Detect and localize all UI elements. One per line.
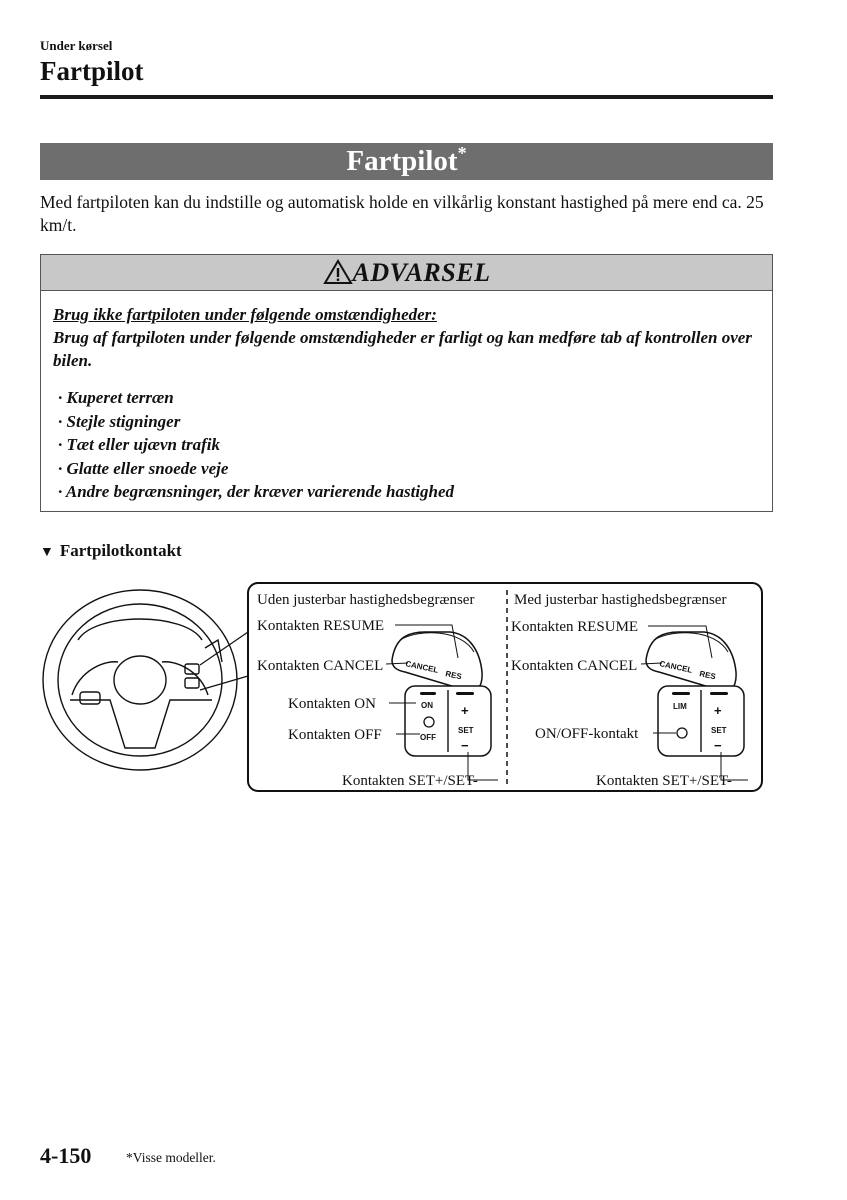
- right-onoff-label: ON/OFF-kontakt: [535, 726, 639, 742]
- warning-title: ADVARSEL: [352, 258, 491, 287]
- right-set-button-text: SET: [711, 726, 727, 735]
- right-cancel-button-text: CANCEL: [658, 659, 694, 675]
- left-off-label: Kontakten OFF: [288, 727, 382, 743]
- right-set-label: Kontakten SET+/SET-: [596, 773, 732, 789]
- right-cancel-label: Kontakten CANCEL: [511, 658, 638, 674]
- warning-list-item: · Tæt eller ujævn trafik: [58, 435, 220, 454]
- right-resume-label: Kontakten RESUME: [511, 619, 639, 635]
- set-minus-text: −: [461, 738, 469, 753]
- warning-list-item: · Kuperet terræn: [58, 388, 174, 407]
- on-button-text: ON: [421, 701, 433, 710]
- section-title: Fartpilot: [40, 56, 144, 86]
- callout-connectors: [200, 632, 248, 690]
- warning-lead-text: Brug af fartpiloten under følgende omstændigheder er farligt og kan medføre tab af kontrollen over bilen.: [53, 328, 752, 370]
- left-on-off-set-switch: [405, 686, 491, 756]
- left-cancel-label: Kontakten CANCEL: [257, 658, 384, 674]
- right-res-button-text: RES: [698, 669, 717, 682]
- section-label: Under kørsel: [40, 38, 113, 53]
- intro-paragraph: Med fartpiloten kan du indstille og automatisk holde en vilkårlig konstant hastighed på mere end ca. 25 km/t.: [40, 192, 764, 235]
- lim-button-text: LIM: [673, 702, 687, 711]
- right-panel-heading: Med justerbar hastighedsbegrænser: [514, 592, 727, 608]
- left-on-label: Kontakten ON: [288, 696, 376, 712]
- warning-list-item: · Glatte eller snoede veje: [58, 458, 229, 478]
- warning-list-item: · Andre begrænsninger, der kræver varierende hastighed: [58, 482, 455, 501]
- left-cancel-button-text: CANCEL: [404, 659, 440, 675]
- steering-wheel-illustration: [43, 590, 237, 770]
- warning-lead-underlined: Brug ikke fartpiloten under følgende omstændigheder:: [53, 305, 437, 324]
- footnote: *Visse modeller.: [126, 1150, 216, 1165]
- page-title: Fartpilot: [346, 145, 458, 177]
- subsection-marker: ▼: [40, 545, 54, 560]
- warning-list-item: · Stejle stigninger: [58, 411, 181, 431]
- right-set-minus-text: −: [714, 738, 722, 753]
- left-resume-label: Kontakten RESUME: [257, 618, 385, 634]
- right-lim-set-switch: [658, 686, 744, 756]
- left-res-button-text: RES: [444, 669, 463, 682]
- off-button-text: OFF: [420, 733, 436, 742]
- right-set-plus-text: +: [714, 703, 722, 718]
- page-number: 4-150: [40, 1143, 92, 1168]
- set-button-text: SET: [458, 726, 474, 735]
- set-plus-text: +: [461, 703, 469, 718]
- subsection-title: Fartpilotkontakt: [59, 541, 182, 560]
- left-panel-heading: Uden justerbar hastighedsbegrænser: [257, 592, 475, 608]
- left-set-label: Kontakten SET+/SET-: [342, 773, 478, 789]
- model-mark: *: [457, 143, 467, 163]
